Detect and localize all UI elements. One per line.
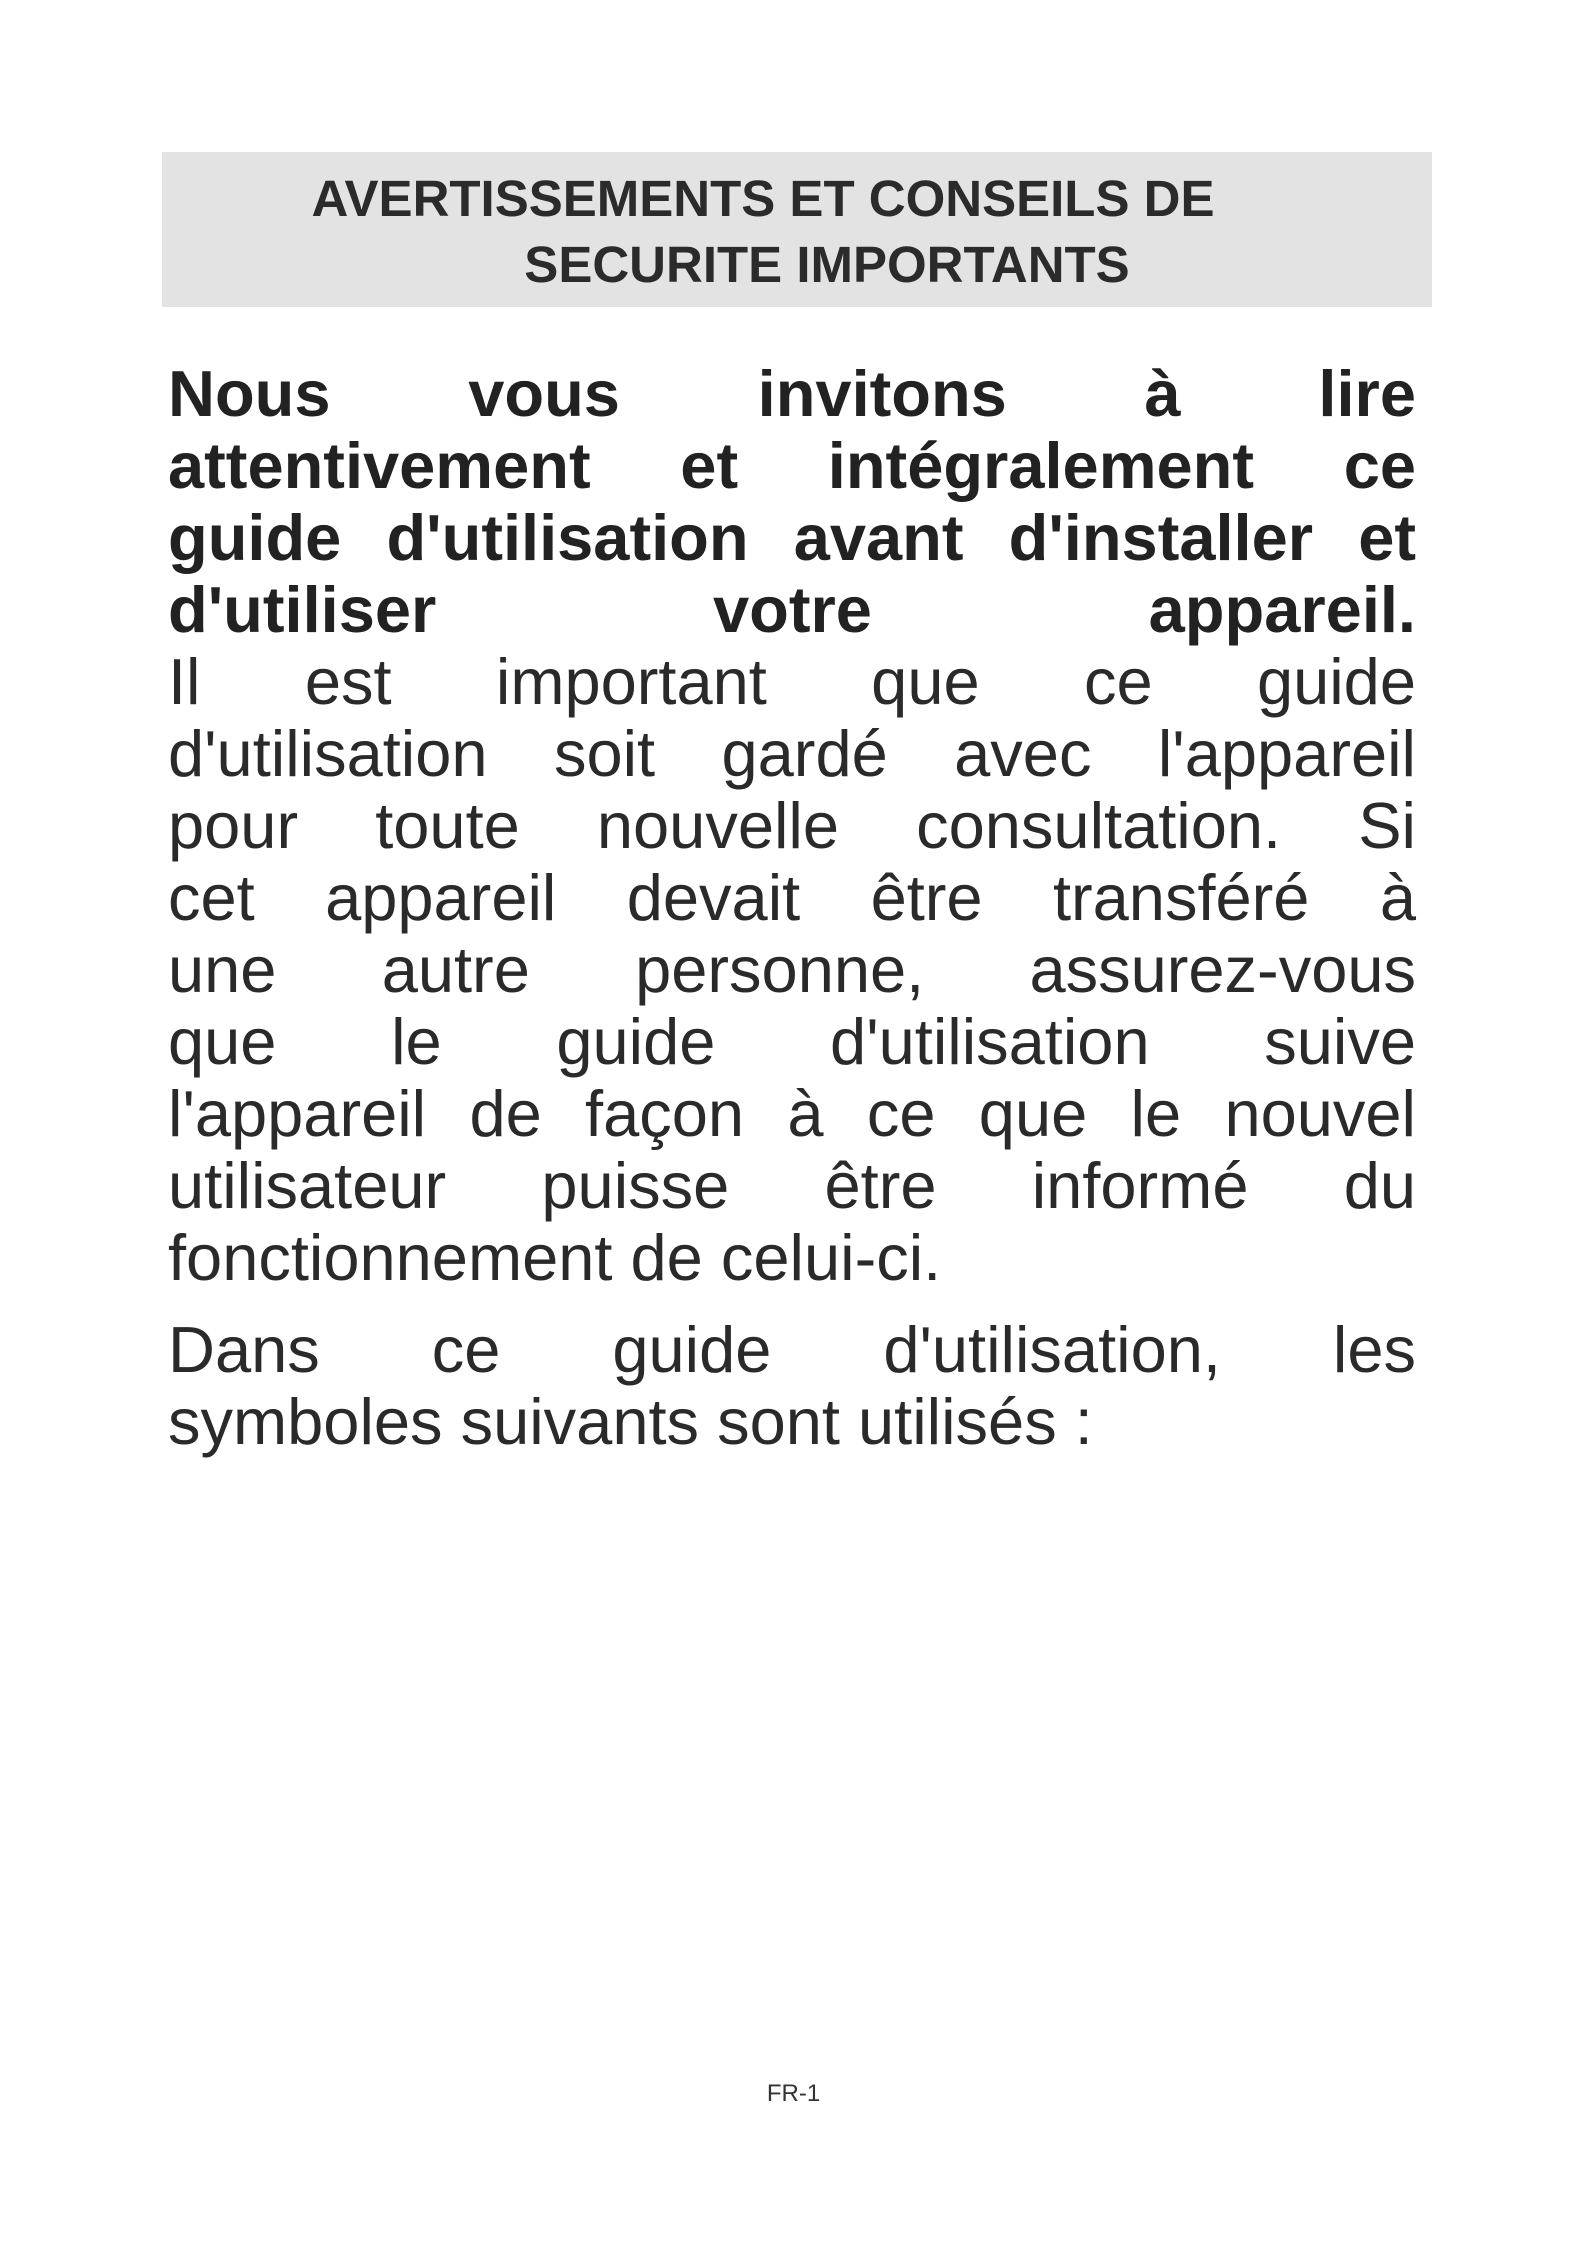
- page-number: FR-1: [766, 2080, 821, 2107]
- text-line: pour toute nouvelle consultation. Si: [168, 789, 1416, 862]
- text-line: Dans ce guide d'utilisation, les: [168, 1313, 1416, 1386]
- section-header: [162, 152, 1432, 307]
- section-title-line-1: AVERTISSEMENTS ET CONSEILS DE: [311, 170, 1215, 227]
- text-line: Nous vous invitons à lire: [168, 357, 1416, 430]
- text-line: d'utiliser votre appareil.: [168, 573, 1416, 646]
- symbols-paragraph: [168, 1314, 1416, 1458]
- text-line: que le guide d'utilisation suive: [168, 1005, 1416, 1078]
- intro-regular-paragraph: [168, 646, 1416, 1294]
- text-line: cet appareil devait être transféré à: [168, 861, 1416, 934]
- text-line: attentivement et intégralement ce: [168, 429, 1416, 502]
- text-line: utilisateur puisse être informé du: [168, 1149, 1416, 1222]
- section-title-line-2: SECURITE IMPORTANTS: [524, 236, 1130, 293]
- text-line: fonctionnement de celui-ci.: [168, 1221, 942, 1294]
- text-line: une autre personne, assurez-vous: [168, 933, 1416, 1006]
- intro-bold-paragraph: [168, 358, 1416, 646]
- text-line: d'utilisation soit gardé avec l'appareil: [168, 717, 1416, 790]
- body-text: [168, 358, 1416, 1458]
- text-line: Il est important que ce guide: [168, 645, 1416, 718]
- text-line: guide d'utilisation avant d'installer et: [168, 501, 1416, 574]
- section-title: [162, 166, 1432, 298]
- text-line: l'appareil de façon à ce que le nouvel: [168, 1077, 1416, 1150]
- paragraph-spacer: [168, 1294, 1416, 1314]
- text-line: symboles suivants sont utilisés :: [168, 1385, 1093, 1458]
